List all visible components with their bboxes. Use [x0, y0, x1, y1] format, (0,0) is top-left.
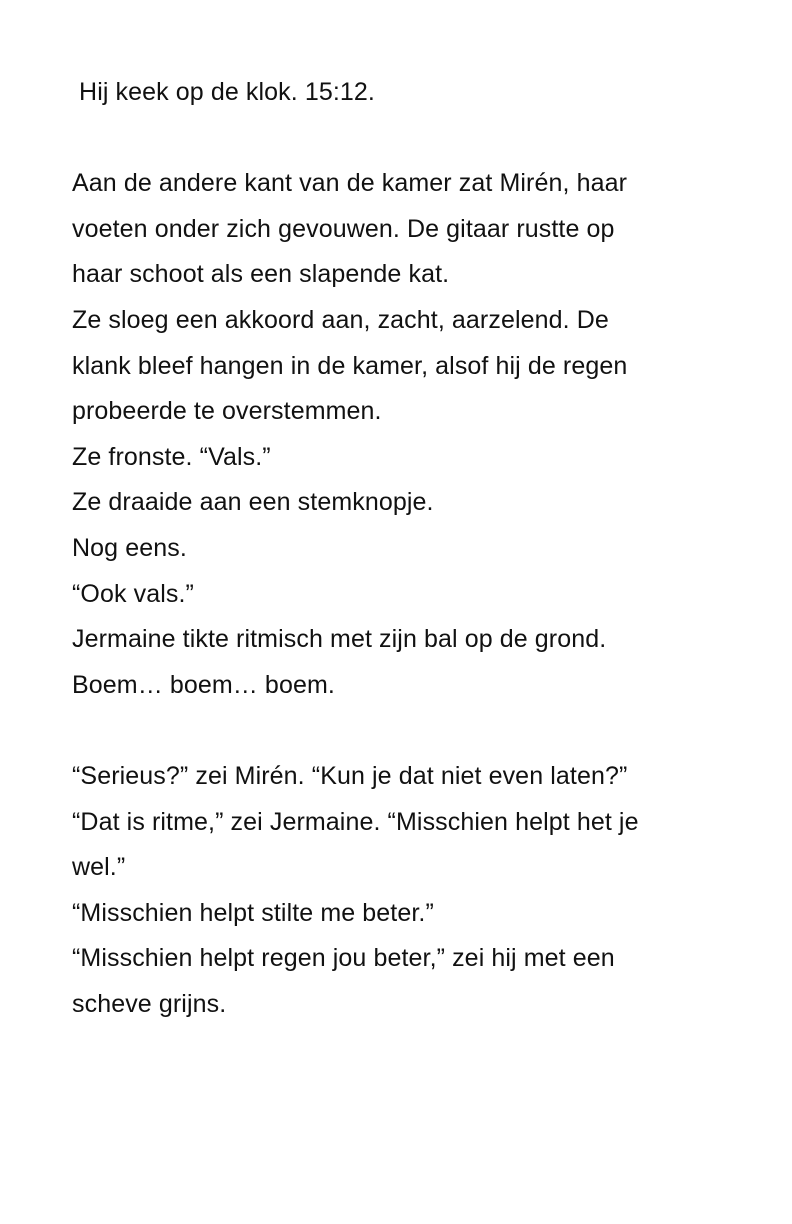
text-line: Nog eens. — [72, 533, 187, 562]
document-page — [72, 70, 732, 1027]
text-line: haar schoot als een slapende kat. — [72, 260, 450, 289]
text-line: voeten onder zich gevouwen. De gitaar rustte op — [72, 214, 615, 243]
text-line: probeerde te overstemmen. — [72, 397, 382, 426]
text-line: wel.” — [72, 853, 126, 882]
text-line: scheve grijns. — [72, 989, 227, 1018]
text-line: Hij keek op de klok. 15:12. — [72, 78, 375, 106]
text-line: Boem… boem… boem. — [72, 670, 335, 699]
text-line: Ze fronste. “Vals.” — [72, 442, 271, 471]
blank-line — [72, 708, 732, 754]
text-line: Ze sloeg een akkoord aan, zacht, aarzelend. De — [72, 305, 609, 334]
text-line: “Dat is ritme,” zei Jermaine. “Misschien helpt het je — [72, 807, 639, 836]
text-line: klank bleef hangen in de kamer, alsof hij de regen — [72, 351, 628, 380]
text-line: “Misschien helpt stilte me beter.” — [72, 898, 434, 927]
text-line: “Serieus?” zei Mirén. “Kun je dat niet even laten?” — [72, 761, 628, 790]
text-line: Ze draaide aan een stemknopje. — [72, 488, 434, 517]
text-line: “Ook vals.” — [72, 579, 194, 608]
text-line: Jermaine tikte ritmisch met zijn bal op de grond. — [72, 625, 607, 654]
blank-line — [72, 116, 732, 162]
text-line: Aan de andere kant van de kamer zat Mirén, haar — [72, 169, 628, 198]
text-line: “Misschien helpt regen jou beter,” zei hij met een — [72, 944, 615, 973]
